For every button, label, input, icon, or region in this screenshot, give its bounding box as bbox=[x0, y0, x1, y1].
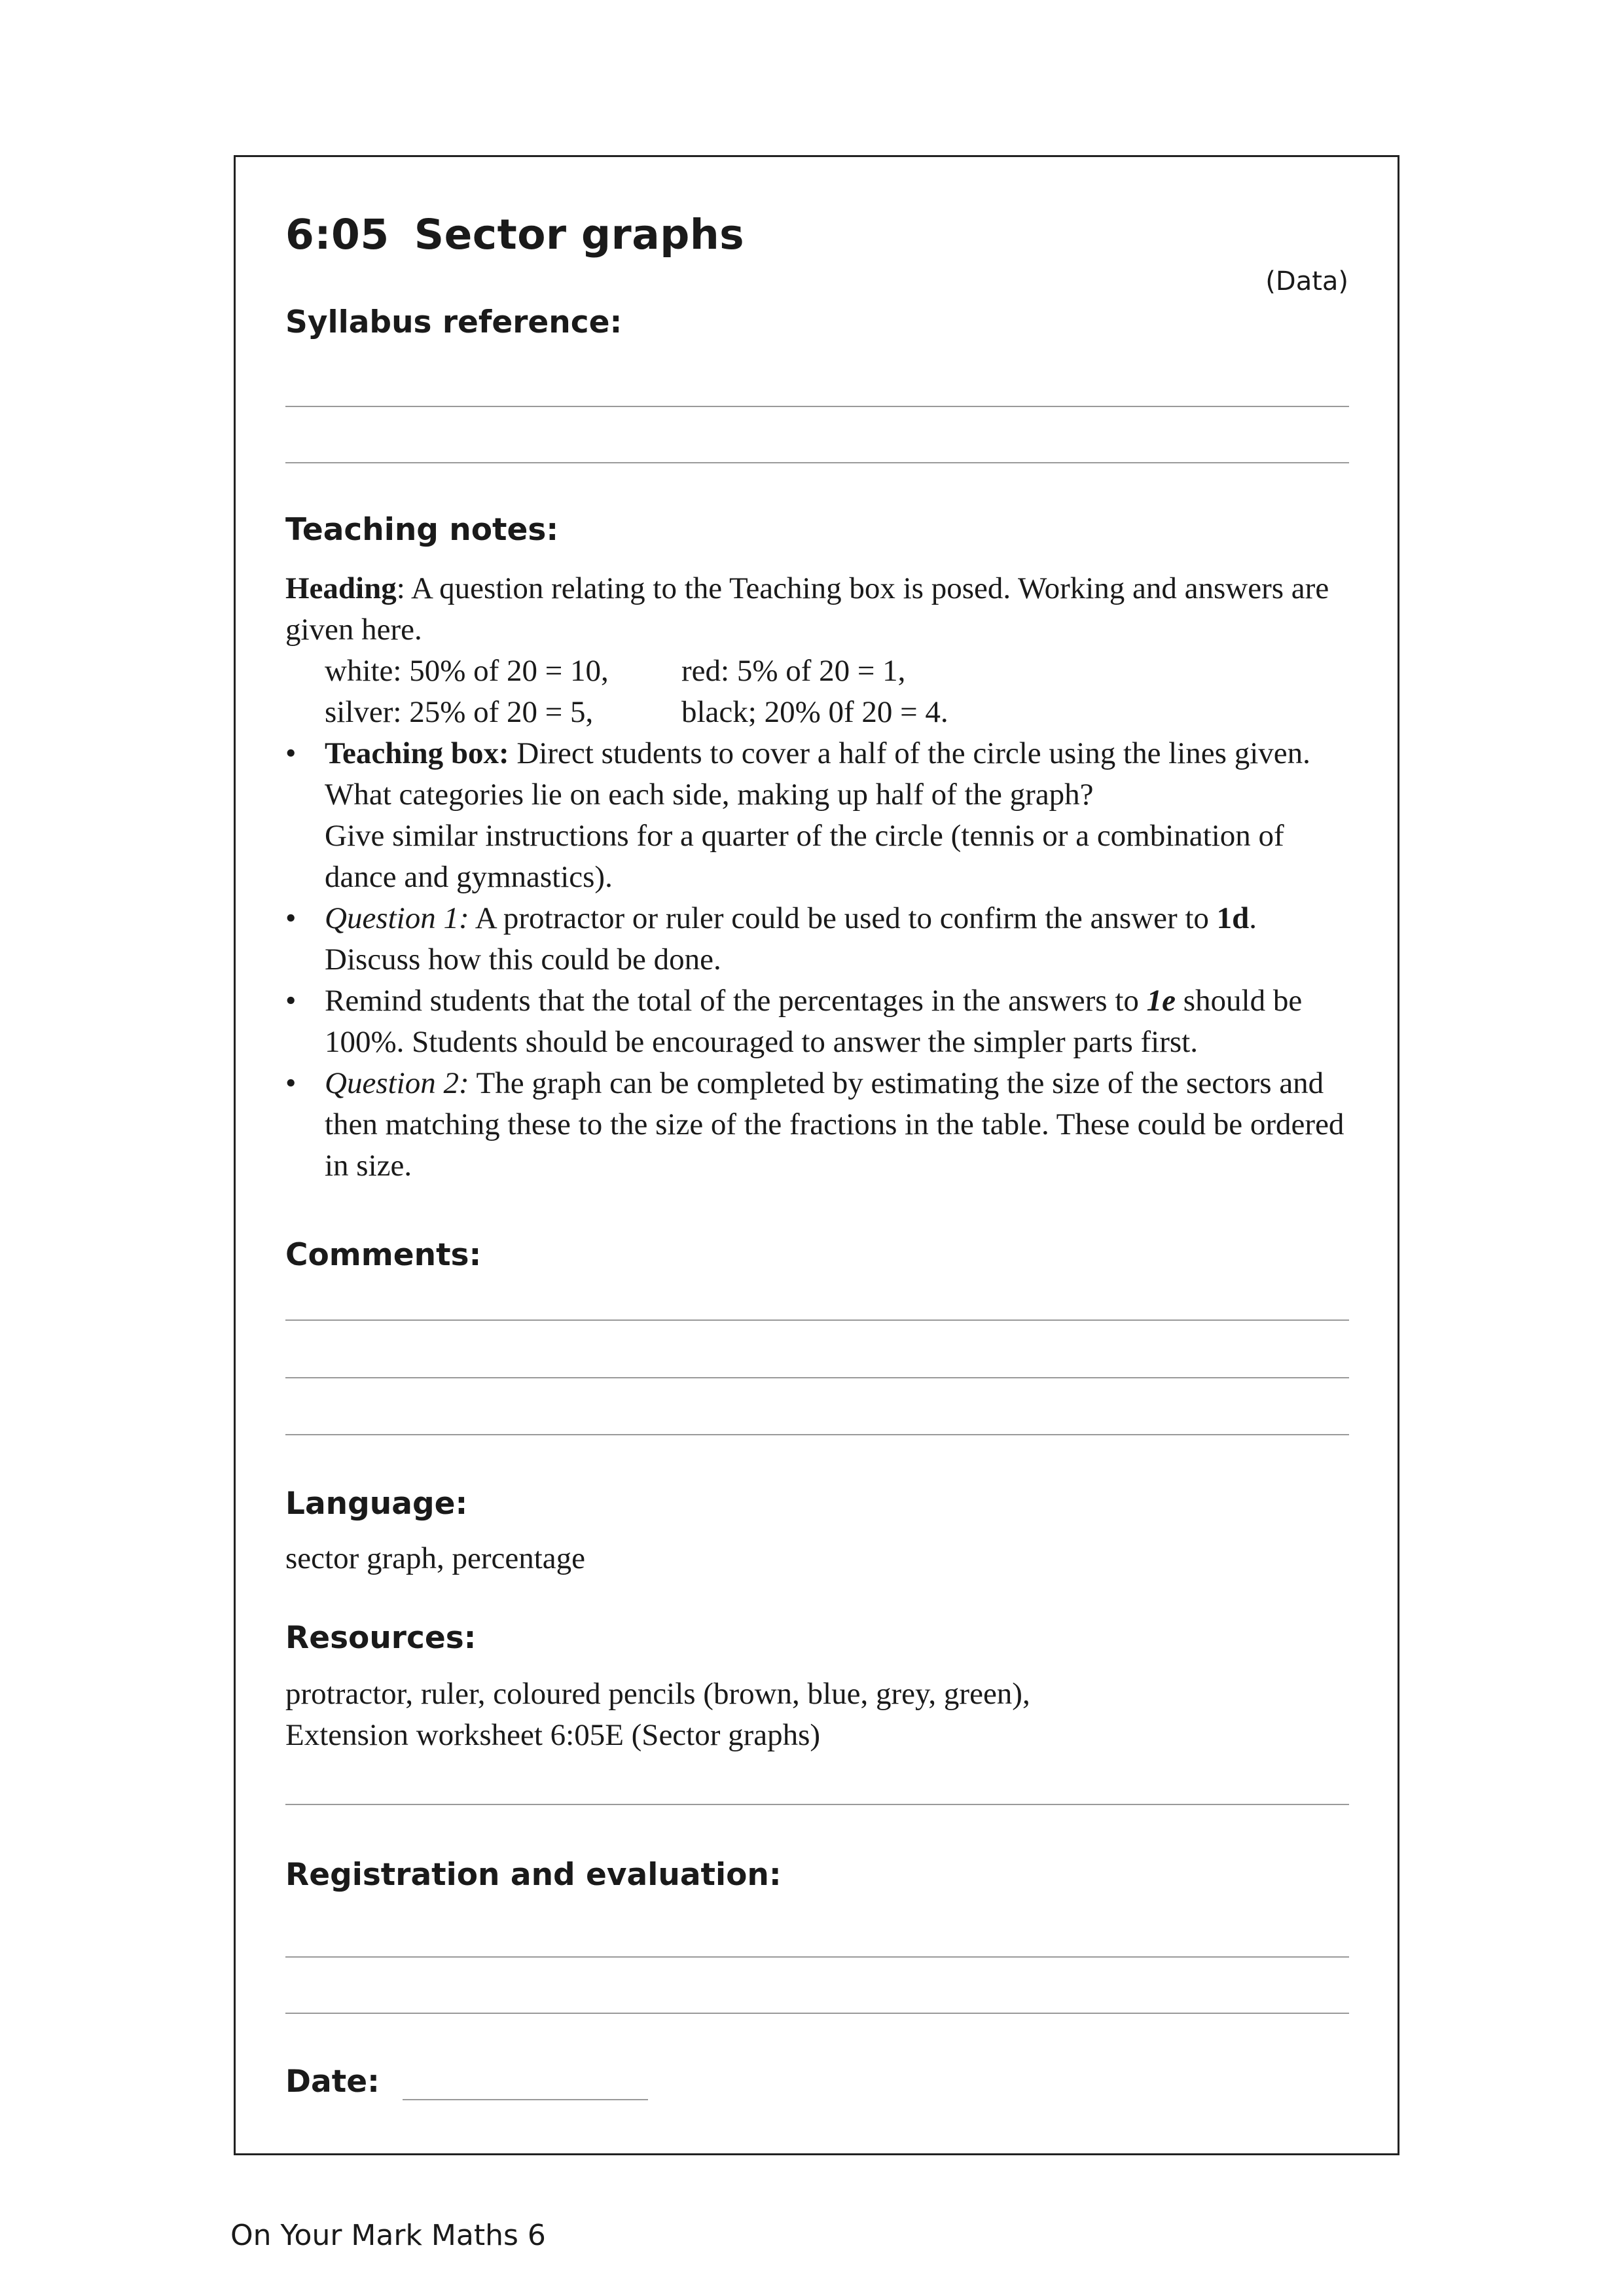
bullet1-text2: Give similar instructions for a quarter of the circle (tennis or a combination of dance and gymnastics). bbox=[325, 819, 1284, 894]
registration-heading: Registration and evaluation: bbox=[285, 1857, 782, 1893]
syllabus-heading: Syllabus reference: bbox=[285, 304, 623, 340]
comments-heading: Comments: bbox=[285, 1237, 482, 1273]
bullet2-text2: . Discuss how this could be done. bbox=[325, 901, 1257, 977]
date-field-line[interactable] bbox=[403, 2099, 648, 2100]
resources-line-2: Extension worksheet 6:05E (Sector graphs) bbox=[285, 1718, 821, 1752]
syllabus-line-2[interactable] bbox=[285, 462, 1349, 463]
heading-label: Heading bbox=[285, 571, 397, 605]
resources-heading: Resources: bbox=[285, 1620, 477, 1656]
bullet1-text: Direct students to cover a half of the circle using the lines given. What categories lie on each side, making up half of the graph? bbox=[325, 736, 1310, 812]
teaching-notes-body bbox=[285, 568, 1359, 1187]
answer-white: white: 50% of 20 = 10, bbox=[325, 654, 609, 688]
bullet-remind bbox=[285, 980, 1359, 1063]
answer-red: red: 5% of 20 = 1, bbox=[681, 654, 906, 688]
title-text: Sector graphs bbox=[414, 211, 745, 259]
bullet3-text: Remind students that the total of the percentages in the answers to bbox=[325, 984, 1147, 1018]
date-label: Date: bbox=[285, 2064, 380, 2100]
title-number: 6:05 bbox=[285, 211, 389, 259]
comments-line-3[interactable] bbox=[285, 1434, 1349, 1435]
resources-text bbox=[285, 1674, 1359, 1756]
page-title bbox=[285, 211, 744, 259]
bullet3-ref: 1e bbox=[1146, 984, 1176, 1018]
bullet2-label: Question 1: bbox=[325, 901, 469, 935]
answer-silver: silver: 25% of 20 = 5, bbox=[325, 695, 594, 729]
language-heading: Language: bbox=[285, 1486, 468, 1522]
bullet1-label: Teaching box: bbox=[325, 736, 509, 770]
comments-line-1[interactable] bbox=[285, 1319, 1349, 1321]
bullet2-ref: 1d bbox=[1216, 901, 1250, 935]
answers-row-2 bbox=[285, 692, 1359, 733]
bullet2-text: A protractor or ruler could be used to confirm the answer to bbox=[469, 901, 1217, 935]
bullet4-text: The graph can be completed by estimating the size of the sectors and then matching these to the size of the fractions in the table. These could be ordered in size. bbox=[325, 1066, 1344, 1183]
answers-row-1 bbox=[285, 651, 1359, 692]
bullet-question-1 bbox=[285, 898, 1359, 980]
strand-label: (Data) bbox=[1265, 266, 1348, 296]
heading-paragraph bbox=[285, 568, 1359, 651]
registration-line-2[interactable] bbox=[285, 2013, 1349, 2014]
answer-black: black; 20% 0f 20 = 4. bbox=[681, 695, 948, 729]
teaching-notes-heading: Teaching notes: bbox=[285, 512, 559, 548]
heading-text: : A question relating to the Teaching box is posed. Working and answers are given here. bbox=[285, 571, 1329, 647]
resources-line[interactable] bbox=[285, 1804, 1349, 1805]
teaching-bullets bbox=[285, 733, 1359, 1187]
comments-line-2[interactable] bbox=[285, 1377, 1349, 1378]
bullet3-text2: should be 100%. Students should be encouraged to answer the simpler parts first. bbox=[325, 984, 1303, 1059]
resources-line-1: protractor, ruler, coloured pencils (brown, blue, grey, green), bbox=[285, 1677, 1030, 1711]
bullet-teaching-box bbox=[285, 733, 1359, 898]
language-text: sector graph, percentage bbox=[285, 1541, 585, 1575]
bullet-question-2 bbox=[285, 1063, 1359, 1187]
footer-text: On Your Mark Maths 6 bbox=[230, 2219, 546, 2252]
registration-line-1[interactable] bbox=[285, 1956, 1349, 1958]
syllabus-line-1[interactable] bbox=[285, 406, 1349, 407]
bullet4-label: Question 2: bbox=[325, 1066, 469, 1100]
